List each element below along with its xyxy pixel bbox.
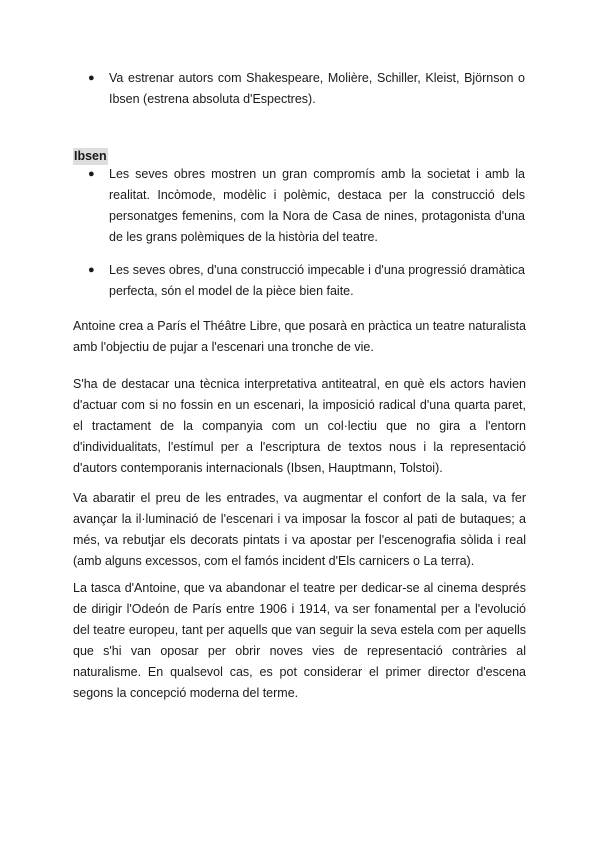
list-item-text: Les seves obres, d'una construcció impecable i d'una progressió dramàtica perfecta, són el model de la pièce bien faite. <box>109 263 525 298</box>
section-heading: Ibsen <box>74 149 107 163</box>
paragraph: S'ha de destacar una tècnica interpretativa antiteatral, en què els actors havien d'actuar com si no fossin en un escenari, la imposició radical d'una quarta paret, el tractament de la companyia com un col·lectiu que no gira a l'entorn d'individualitats, l'estímul per a l'escriptura de textos nous i la representació d'autors contemporanis internacionals (Ibsen, Hauptmann, Tolstoi). <box>73 377 526 475</box>
paragraph: La tasca d'Antoine, que va abandonar el teatre per dedicar-se al cinema després de dirigir l'Odeón de París entre 1906 i 1914, va ser fonamental per a l'evolució del teatre europeu, tant per aquells que van seguir la seva estela com per aquells que s'hi van oposar per obrir noves vies de representació contràries al naturalisme. En qualsevol cas, es pot considerar el primer director d'escena segons la concepció moderna del terme. <box>73 581 526 700</box>
list-item-text: Les seves obres mostren un gran compromís amb la societat i amb la realitat. Incòmode, modèlic i polèmic, destaca per la construcció dels personatges femenins, com la Nora de Casa de nines, protagonista d'una de les grans polèmiques de la història del teatre. <box>109 167 525 244</box>
list-item-text: Va estrenar autors com Shakespeare, Molière, Schiller, Kleist, Björnson o Ibsen (estrena absoluta d'Espectres). <box>109 71 525 106</box>
bullet-icon: ● <box>88 72 95 84</box>
paragraph: Antoine crea a París el Théâtre Libre, que posarà en pràctica un teatre naturalista amb l'objectiu de pujar a l'escenari una tronche de vie. <box>73 319 526 354</box>
bullet-icon: ● <box>88 168 95 180</box>
paragraph: Va abaratir el preu de les entrades, va augmentar el confort de la sala, va fer avançar la il·luminació de l'escenari i va imposar la foscor al pati de butaques; a més, va rebutjar els decorats pintats i va apostar per l'escenografia sòlida i real (amb alguns excessos, com el famós incident d'Els carnicers o La terra). <box>73 491 526 568</box>
bullet-icon: ● <box>88 264 95 276</box>
